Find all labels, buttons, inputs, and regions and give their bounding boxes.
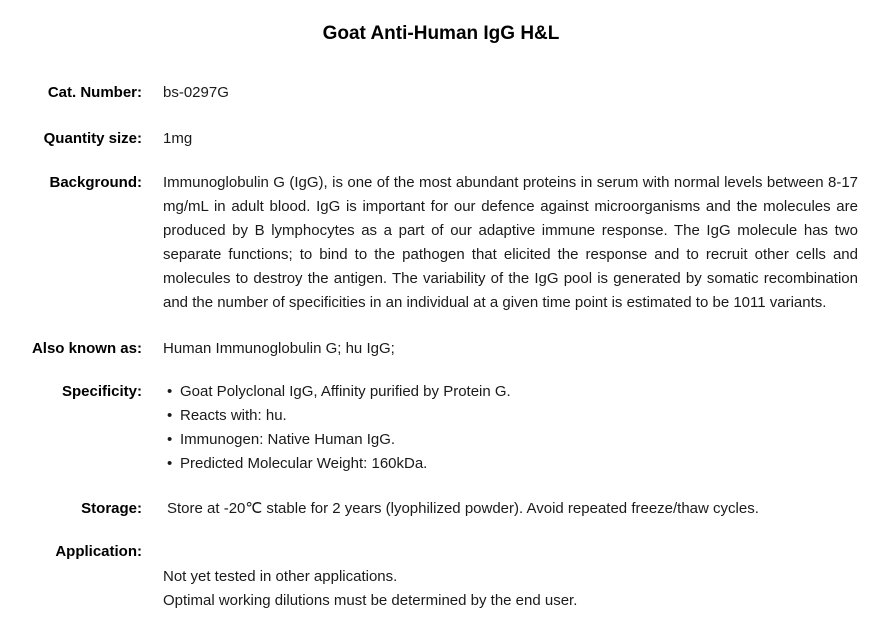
storage-value: Store at -20℃ stable for 2 years (lyophilized powder). Avoid repeated freeze/thaw cycles. [167,500,759,517]
list-item [167,380,858,404]
bullet-icon: • [167,383,173,400]
specificity-item-text: Predicted Molecular Weight: 160kDa. [180,455,428,472]
cat-number-value: bs-0297G [163,84,229,101]
background-label: Background: [49,174,142,191]
list-item [167,428,858,452]
field-row-specificity [0,380,882,476]
also-known-as-label: Also known as: [31,340,142,357]
quantity-size-label: Quantity size: [43,130,142,147]
field-row-application [0,540,882,564]
specificity-label: Specificity: [61,383,142,400]
application-label: Application: [55,543,142,560]
field-row-background [0,171,882,315]
specificity-list [163,380,858,476]
quantity-size-value: 1mg [163,130,193,147]
list-item [167,404,858,428]
bullet-icon: • [167,407,173,424]
specificity-item-text: Immunogen: Native Human IgG. [180,431,396,448]
application-line: Optimal working dilutions must be determined by the end user. [163,592,578,609]
field-row-cat-number [0,81,882,105]
storage-label: Storage: [81,500,142,517]
also-known-as-value: Human Immunoglobulin G; hu IgG; [163,340,395,357]
background-text: Immunoglobulin G (IgG), is one of the most abundant proteins in serum with normal levels between 8-17 mg/mL in adult blood. IgG is important for our defence against microorganisms and the molecules are produced by B lymphocytes as a part of our adaptive immune response. The IgG molecule has two separate functions; to bind to the pathogen that elicited the response and to recruit other cells and molecules to destroy the antigen. The variability of the IgG pool is generated by somatic recombination and the number of specificities in an individual at a given time point is estimated to be 1011 variants. [163,174,858,311]
field-row-storage [0,497,882,521]
bullet-icon: • [167,431,173,448]
page-title: Goat Anti-Human IgG H&L [322,23,560,44]
field-row-also-known-as [0,337,882,361]
application-lines [163,565,858,613]
bullet-icon: • [167,455,173,472]
specificity-item-text: Goat Polyclonal IgG, Affinity purified by Protein G. [180,383,511,400]
specificity-item-text: Reacts with: hu. [180,407,287,424]
field-row-quantity-size [0,127,882,151]
cat-number-label: Cat. Number: [47,84,142,101]
specificity-list-wrap [163,380,858,476]
application-text-block [0,565,882,613]
list-item [167,452,858,476]
application-line: Not yet tested in other applications. [163,568,398,585]
